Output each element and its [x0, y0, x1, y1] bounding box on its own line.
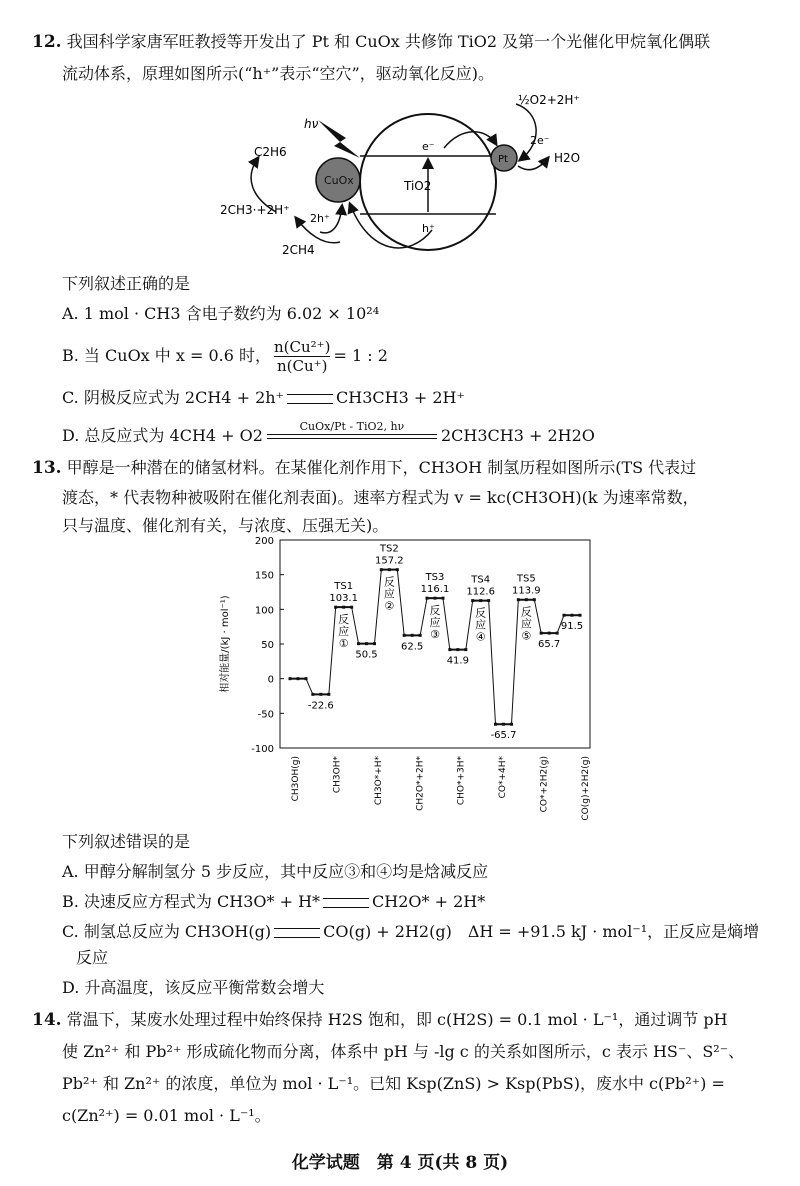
ch3-label: 2CH3·+2H⁺: [220, 203, 290, 217]
y-tick-label: -100: [251, 744, 274, 755]
level-point: [334, 606, 337, 609]
level-value: 91.5: [560, 621, 584, 633]
connector-line: [329, 607, 336, 694]
reaction-label: ④: [475, 630, 486, 644]
q14-line3: Pb²⁺ 和 Zn²⁺ 的浓度，单位为 mol · L⁻¹。已知 Ksp(ZnS) > Ksp(PbS)，废水中 c(Pb²⁺) =: [62, 1074, 725, 1093]
reaction-label: ①: [338, 637, 349, 651]
reaction-label: ③: [430, 628, 440, 642]
q13-option-a: A. 甲醇分解制氢分 5 步反应，其中反应③和④均是焓减反应: [62, 862, 489, 881]
ts-name: TS1: [334, 581, 354, 593]
reaction-label: 应: [383, 587, 395, 601]
e2-label: 2e⁻: [530, 134, 550, 147]
x-tick-label: CO*+2H2(g): [539, 756, 550, 813]
ts-name: TS5: [516, 573, 536, 585]
o2-reduction-arrow: [516, 104, 536, 160]
q12-option-d: D. 总反应式为 4CH4 + O2 CuOx/Pt - TiO2, hν 2CH3CH3 + 2H2O: [62, 419, 595, 445]
level-value: 50.5: [355, 649, 378, 661]
level-point: [494, 723, 497, 726]
level-value: -65.7: [490, 730, 517, 742]
equals-sign: [287, 394, 333, 404]
level-point: [448, 648, 451, 651]
q14-number: 14.: [32, 1010, 62, 1030]
q13-stem-line2: 渡态，* 代表物种被吸附在催化剂表面)。速率方程式为 v = kc(CH3OH)(k 为速率常数，: [62, 488, 699, 507]
level-point: [388, 568, 391, 571]
level-value: -22.6: [307, 700, 334, 712]
connector-line: [489, 601, 496, 725]
q13-stem-line3: 只与温度、催化剂有关，与浓度、压强无关)。: [62, 516, 389, 535]
ts-value: 116.1: [420, 584, 450, 596]
connector-line: [375, 570, 382, 644]
x-tick-label: CH3OH(g): [291, 756, 301, 802]
x-tick-labels: [291, 756, 591, 821]
reaction-label: 反: [475, 606, 487, 620]
q12-number: 12.: [32, 32, 62, 52]
pt-label: Pt: [498, 154, 508, 165]
q14-line2: 使 Zn²⁺ 和 Pb²⁺ 形成硫化物而分离，体系中 pH 与 -lg c 的关系如图所示，c 表示 HS⁻、S²⁻、: [62, 1042, 745, 1061]
y-ticks: [251, 536, 284, 755]
x-tick-label: CHO*+3H*: [456, 756, 467, 806]
h2plus-label: 2h⁺: [310, 212, 330, 225]
hole-label: h⁺: [422, 222, 435, 235]
c2h6-label: C2H6: [254, 145, 287, 159]
reaction-label: 应: [520, 617, 532, 631]
level-point: [311, 693, 314, 696]
level-point: [426, 597, 429, 600]
ts-name: TS3: [425, 572, 445, 584]
reaction-label: 反: [338, 613, 350, 627]
connector-line: [306, 679, 313, 695]
x-tick-label: CH2O*+2H*: [415, 756, 426, 811]
ch4-label: 2CH4: [282, 243, 315, 257]
reaction-label: 反: [520, 605, 532, 619]
q13-option-b: B. 决速反应方程式为 CH3O* + H* CH2O* + 2H*: [62, 892, 486, 911]
q13-prompt: 下列叙述错误的是: [62, 832, 191, 851]
ts-value: 103.1: [329, 593, 358, 605]
q12-prompt: 下列叙述正确的是: [62, 274, 191, 293]
level-point: [525, 598, 528, 601]
q13-number: 13.: [32, 458, 62, 478]
cuox-label: CuOx: [324, 174, 354, 187]
level-point: [434, 597, 437, 600]
level-point: [380, 568, 383, 571]
q12-option-a: A. 1 mol · CH3 含电子数约为 6.02 × 10²⁴: [62, 304, 380, 323]
q12-stem-line2: 流动体系，原理如图所示(“h⁺”表示“空穴”，驱动氧化反应)。: [62, 64, 494, 83]
q13-option-c: C. 制氢总反应为 CH3OH(g) CO(g) + 2H2(g) ΔH = +91.5 kJ · mol⁻¹，正反应是熵增: [62, 922, 760, 941]
level-point: [571, 614, 574, 617]
level-point: [297, 677, 300, 680]
ts-value: 157.2: [375, 555, 404, 567]
connector-line: [420, 598, 427, 635]
level-point: [357, 642, 360, 645]
level-point: [289, 677, 292, 680]
level-value: 65.7: [538, 639, 561, 651]
equals-sign: [274, 928, 320, 938]
q12-option-b: B. 当 CuOx 中 x = 0.6 时， $\frac{\text{n(Cu²⁺)}}{n(Cu^+)}$ = 1 : 2: [62, 338, 388, 375]
ts-name: TS2: [379, 543, 399, 555]
y-axis-label: 相对能量/(kJ · mol⁻¹): [220, 595, 231, 693]
level-point: [479, 599, 482, 602]
connector-line: [534, 600, 541, 633]
x-tick-label: CH3OH*: [332, 756, 343, 794]
ts-name: TS4: [471, 574, 491, 586]
level-value: 41.9: [446, 655, 469, 667]
level-point: [319, 693, 322, 696]
connector-line: [397, 570, 404, 636]
reaction-label: 应: [475, 618, 487, 632]
h2o-label: H2O: [554, 151, 581, 165]
level-point: [517, 598, 520, 601]
photocatalysis-diagram: [200, 86, 620, 266]
q12-option-c: C. 阴极反应式为 2CH4 + 2h⁺ CH3CH3 + 2H⁺: [62, 388, 465, 407]
y-tick-label: 0: [267, 674, 274, 686]
level-value: 62.5: [401, 641, 424, 653]
condition-arrow: CuOx/Pt - TiO2, hν: [267, 431, 437, 443]
level-point: [342, 606, 345, 609]
ts-value: 112.6: [466, 586, 495, 598]
x-tick-label: CO(g)+2H2(g): [581, 756, 591, 821]
level-point: [502, 723, 505, 726]
equals-sign: [323, 898, 369, 908]
y-tick-label: 100: [254, 605, 274, 617]
lightning-icon: [318, 120, 360, 158]
connector-line: [443, 598, 450, 649]
level-point: [579, 614, 582, 617]
x-tick-label: CH3O*+H*: [373, 756, 384, 806]
hv-label: hν: [304, 117, 319, 131]
q12-b-fraction: $\frac{\text{n(Cu²⁺)}}{n(Cu^+)}$: [274, 338, 331, 375]
level-point: [365, 642, 368, 645]
y-tick-label: 50: [261, 640, 274, 651]
reaction-label: 反: [429, 604, 441, 618]
reaction-label: ②: [384, 599, 395, 613]
level-point: [411, 634, 414, 637]
q12-stem-line1: 12. 我国科学家唐军旺教授等开发出了 Pt 和 CuOx 共修饰 TiO2 及第一个光催化甲烷氧化偶联: [32, 32, 711, 52]
level-point: [471, 599, 474, 602]
q14-line4: c(Zn²⁺) = 0.01 mol · L⁻¹。: [62, 1106, 271, 1125]
level-point: [540, 632, 543, 635]
level-point: [548, 632, 551, 635]
reaction-label: ⑤: [521, 629, 532, 643]
q13-option-c-cont: 反应: [76, 948, 109, 967]
level-point: [403, 634, 406, 637]
level-point: [456, 648, 459, 651]
y-tick-label: -50: [257, 709, 274, 721]
q13-option-d: D. 升高温度，该反应平衡常数会增大: [62, 978, 325, 997]
reaction-label: 反: [383, 575, 395, 589]
energy-levels: [289, 544, 584, 742]
connector-line: [512, 600, 519, 725]
q13-stem-line1: 13. 甲醇是一种潜在的储氢材料。在某催化剂作用下，CH3OH 制氢历程如图所示(TS 代表过: [32, 458, 697, 478]
o2-label: ½O2+2H⁺: [518, 93, 580, 107]
reaction-label: 应: [338, 625, 350, 639]
q14-line1: 14. 常温下，某废水处理过程中始终保持 H2S 饱和，即 c(H2S) = 0.1 mol · L⁻¹，通过调节 pH: [32, 1010, 728, 1030]
y-tick-label: 200: [254, 536, 274, 547]
page-footer: 化学试题 第 4 页(共 8 页): [291, 1153, 509, 1173]
reaction-label: 应: [429, 616, 441, 630]
electron-label: e⁻: [422, 140, 435, 153]
ts-value: 113.9: [512, 585, 541, 597]
level-point: [563, 614, 566, 617]
tio2-label: TiO2: [404, 179, 432, 193]
x-tick-label: CO*+4H*: [498, 756, 509, 799]
h2o-arrow: [518, 158, 548, 170]
energy-profile-chart: [210, 530, 600, 835]
connector-line: [352, 607, 359, 643]
y-tick-label: 150: [254, 570, 274, 582]
connector-line: [466, 601, 473, 650]
